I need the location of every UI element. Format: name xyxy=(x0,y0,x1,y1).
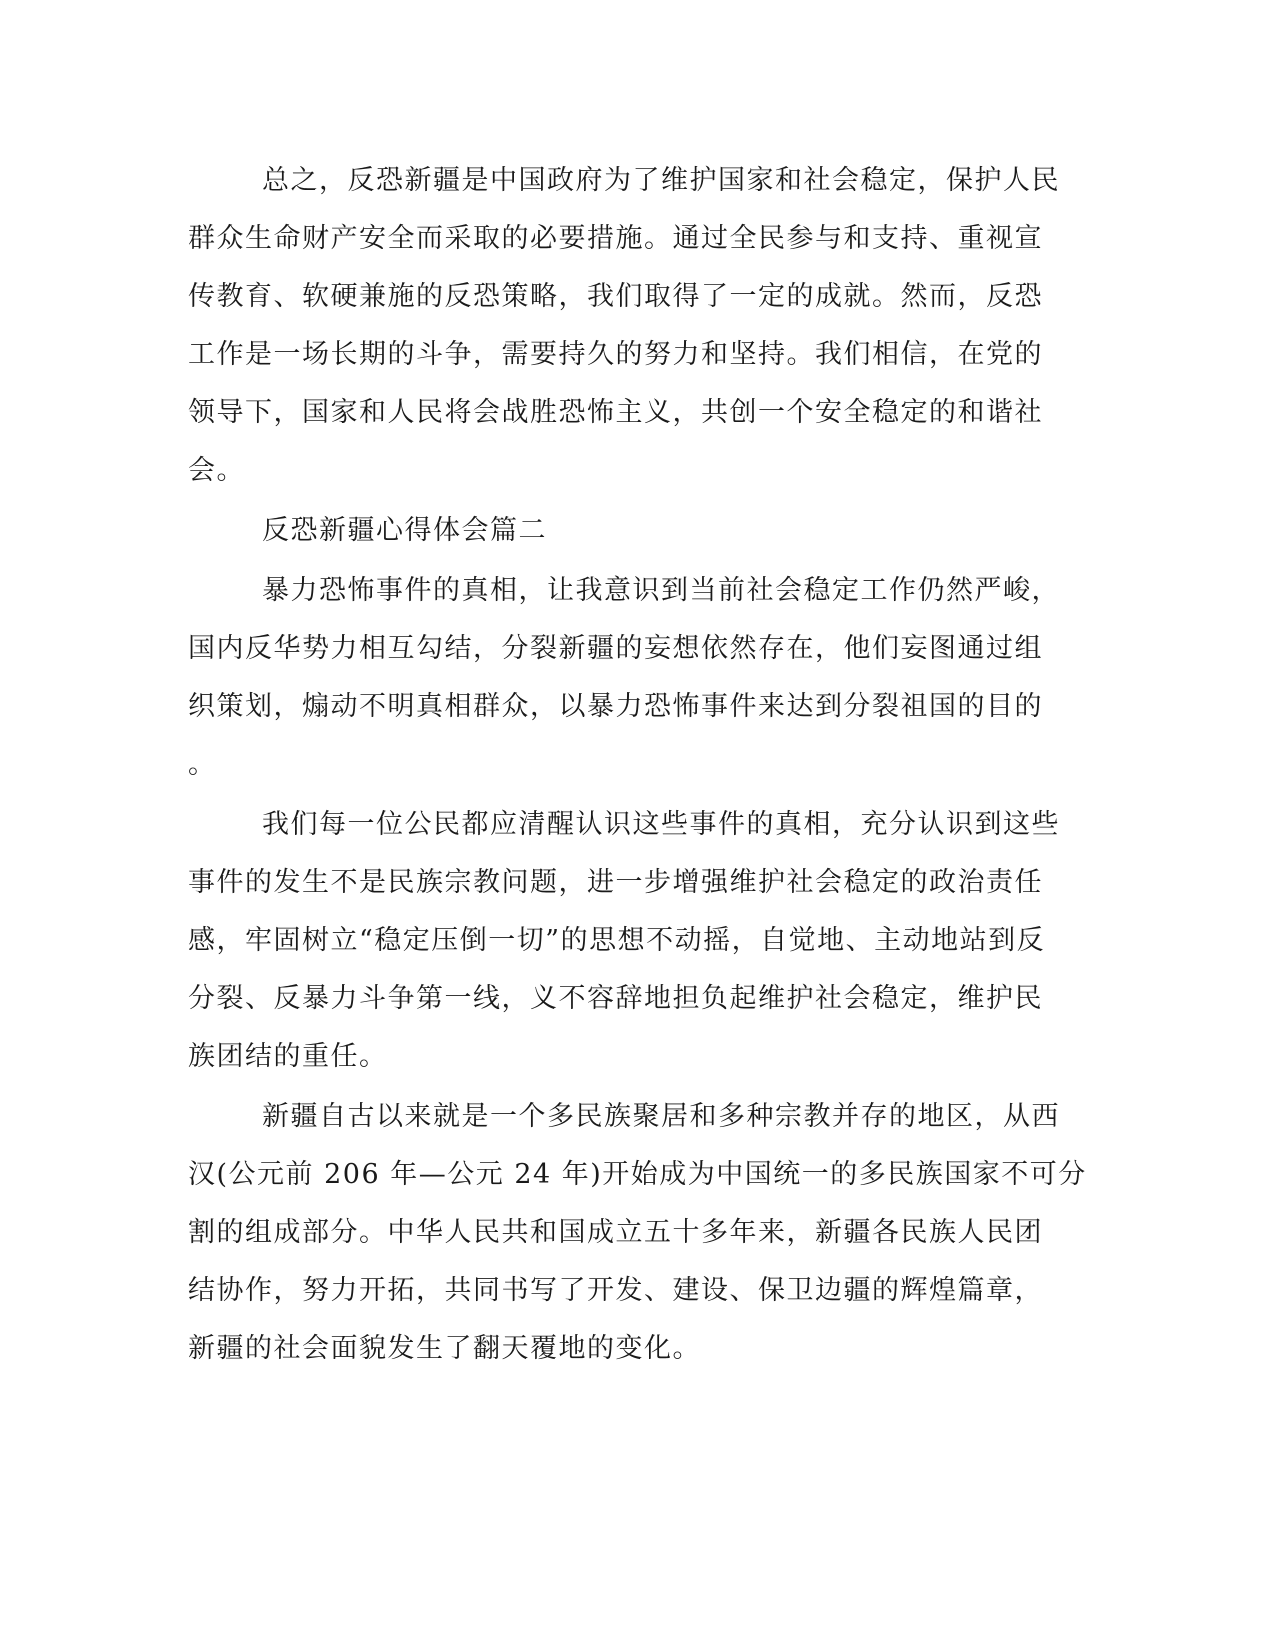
section-heading: 反恐新疆心得体会篇二 xyxy=(262,515,547,546)
text-line-12: 我们每一位公民都应清醒认识这些事件的真相，充分认识到这些 xyxy=(262,809,1060,840)
text-line-15: 分裂、反暴力斗争第一线，义不容辞地担负起维护社会稳定，维护民 xyxy=(188,983,1043,1014)
text-line-9: 国内反华势力相互勾结，分裂新疆的妄想依然存在，他们妄图通过组 xyxy=(188,633,1043,664)
text-line-5: 领导下，国家和人民将会战胜恐怖主义，共创一个安全稳定的和谐社 xyxy=(188,397,1043,428)
text-line-18: 汉(公元前 206 年—公元 24 年)开始成为中国统一的多民族国家不可分 xyxy=(188,1159,1087,1190)
text-line-20: 结协作，努力开拓，共同书写了开发、建设、保卫边疆的辉煌篇章， xyxy=(188,1275,1043,1306)
text-line-16: 族团结的重任。 xyxy=(188,1041,388,1072)
text-line-6: 会。 xyxy=(188,455,245,486)
text-line-14: 感，牢固树立“稳定压倒一切”的思想不动摇，自觉地、主动地站到反 xyxy=(188,925,1046,956)
text-line-3: 传教育、软硬兼施的反恐策略，我们取得了一定的成就。然而，反恐 xyxy=(188,281,1043,312)
text-line-10: 织策划，煽动不明真相群众，以暴力恐怖事件来达到分裂祖国的目的 xyxy=(188,691,1043,722)
text-line-21: 新疆的社会面貌发生了翻天覆地的变化。 xyxy=(188,1333,701,1364)
text-line-19: 割的组成部分。中华人民共和国成立五十多年来，新疆各民族人民团 xyxy=(188,1217,1043,1248)
text-line-2: 群众生命财产安全而采取的必要措施。通过全民参与和支持、重视宣 xyxy=(188,223,1043,254)
text-line-4: 工作是一场长期的斗争，需要持久的努力和坚持。我们相信，在党的 xyxy=(188,339,1043,370)
text-line-17: 新疆自古以来就是一个多民族聚居和多种宗教并存的地区，从西 xyxy=(262,1101,1060,1132)
text-line-13: 事件的发生不是民族宗教问题，进一步增强维护社会稳定的政治责任 xyxy=(188,867,1043,898)
text-line-8: 暴力恐怖事件的真相，让我意识到当前社会稳定工作仍然严峻， xyxy=(262,575,1060,606)
text-line-11: 。 xyxy=(188,749,217,780)
text-line-1: 总之，反恐新疆是中国政府为了维护国家和社会稳定，保护人民 xyxy=(262,165,1060,196)
